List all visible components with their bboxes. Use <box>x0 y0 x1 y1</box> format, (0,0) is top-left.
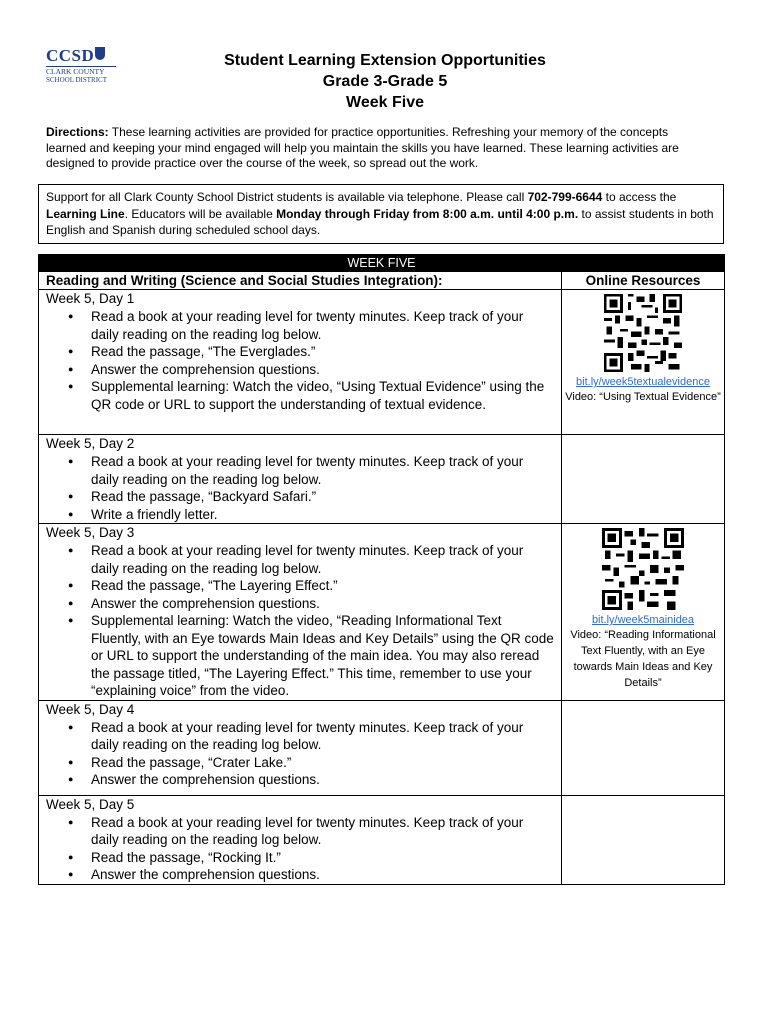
support-text: . Educators will be available <box>124 206 277 221</box>
page-title <box>150 50 620 113</box>
activity-list <box>46 719 554 789</box>
qr-code-icon[interactable] <box>604 294 682 372</box>
col-head-resources: Online Resources <box>562 272 725 290</box>
list-item: ● Supplemental learning: Watch the video, “Using Textual Evidence” using the QR code or URL to support the understanding of textual evidence. <box>91 378 554 413</box>
logo-text: CCSD <box>46 46 95 65</box>
list-item: ● Read the passage, “Backyard Safari.” <box>91 488 554 506</box>
support-text: to assist students in both English and Spanish during scheduled school days. <box>46 206 714 237</box>
title-line1: Student Learning Extension Opportunities <box>224 52 546 69</box>
list-item: ● Read the passage, “Rocking It.” <box>91 849 554 867</box>
list-item: ● Read a book at your reading level for twenty minutes. Keep track of your daily reading on the reading log below. <box>91 308 554 343</box>
list-item: ● Answer the comprehension questions. <box>91 361 554 379</box>
day-cell <box>39 700 562 795</box>
activity-list <box>46 308 554 413</box>
support-box <box>38 184 724 244</box>
week-header: WEEK FIVE <box>39 255 725 272</box>
day-label: Week 5, Day 2 <box>46 436 135 451</box>
resource-cell-empty <box>562 795 725 884</box>
directions <box>46 125 706 172</box>
resource-caption: Video: “Reading Informational Text Fluently, with an Eye towards Main Ideas and Key Details” <box>570 629 716 689</box>
directions-text: These learning activities are provided for practice opportunities. Refreshing your memory of the concepts learned and keeping your mind engaged will help you maintain the skills you have learned. These learning activities are designed to provide practice over the course of the week, so spread out the work. <box>46 125 679 170</box>
activity-list <box>46 542 554 700</box>
resource-cell <box>562 290 725 435</box>
list-item: ● Supplemental learning: Watch the video, “Reading Informational Text Fluently, with an Eye towards Main Ideas and Key Details” using the QR code or URL to support the understanding of the main idea. You may also reread the passage titled, “The Layering Effect.” This time, remember to use your “explaining voice” from the video. <box>91 612 554 700</box>
day-label: Week 5, Day 3 <box>46 525 135 540</box>
day-cell <box>39 435 562 524</box>
day-label: Week 5, Day 4 <box>46 701 135 717</box>
logo-line2: SCHOOL DISTRICT <box>46 76 107 84</box>
support-line-name: Learning Line <box>46 206 125 221</box>
list-item: ● Read a book at your reading level for twenty minutes. Keep track of your daily reading on the reading log below. <box>91 542 554 577</box>
resource-caption: Video: “Using Textual Evidence” <box>565 391 721 403</box>
activity-list <box>46 814 554 884</box>
resource-cell <box>562 524 725 701</box>
title-line2: Grade 3-Grade 5 <box>322 73 448 90</box>
day-cell <box>39 795 562 884</box>
resource-cell-empty <box>562 700 725 795</box>
list-item: ● Answer the comprehension questions. <box>91 771 554 789</box>
list-item: ● Read a book at your reading level for twenty minutes. Keep track of your daily reading on the reading log below. <box>91 814 554 849</box>
list-item: ● Answer the comprehension questions. <box>91 595 554 613</box>
support-text: to access the <box>602 190 677 204</box>
day-cell <box>39 290 562 435</box>
resource-link[interactable]: bit.ly/week5textualevidence <box>576 376 710 388</box>
list-item: ● Write a friendly letter. <box>91 506 554 524</box>
activity-list <box>46 453 554 523</box>
resource-link[interactable]: bit.ly/week5mainidea <box>591 614 695 626</box>
col-head-activities: Reading and Writing (Science and Social Studies Integration): <box>39 272 562 290</box>
qr-code-icon[interactable] <box>602 528 684 610</box>
support-hours: Monday through Friday from 8:00 a.m. until 4:00 p.m. <box>276 206 579 221</box>
list-item: ● Read a book at your reading level for twenty minutes. Keep track of your daily reading on the reading log below. <box>91 453 554 488</box>
resource-cell-empty <box>562 435 725 524</box>
directions-label: Directions: <box>46 125 109 139</box>
ccsd-logo <box>46 47 118 89</box>
activities-table <box>38 254 725 885</box>
support-text: Support for all Clark County School District students is available via telephone. Please call <box>46 190 528 204</box>
day-label: Week 5, Day 5 <box>46 796 135 812</box>
title-line3: Week Five <box>346 94 424 111</box>
list-item: ● Read the passage, “The Everglades.” <box>91 343 554 361</box>
list-item: ● Read the passage, “The Layering Effect.” <box>91 577 554 595</box>
day-label: Week 5, Day 1 <box>46 291 135 306</box>
list-item: ● Read the passage, “Crater Lake.” <box>91 754 554 772</box>
list-item: ● Answer the comprehension questions. <box>91 866 554 884</box>
support-phone: 702-799-6644 <box>527 190 603 204</box>
logo-line1: CLARK COUNTY <box>46 66 116 76</box>
day-cell <box>39 524 562 701</box>
list-item: ● Read a book at your reading level for twenty minutes. Keep track of your daily reading on the reading log below. <box>91 719 554 754</box>
nevada-shield-icon <box>95 47 105 60</box>
